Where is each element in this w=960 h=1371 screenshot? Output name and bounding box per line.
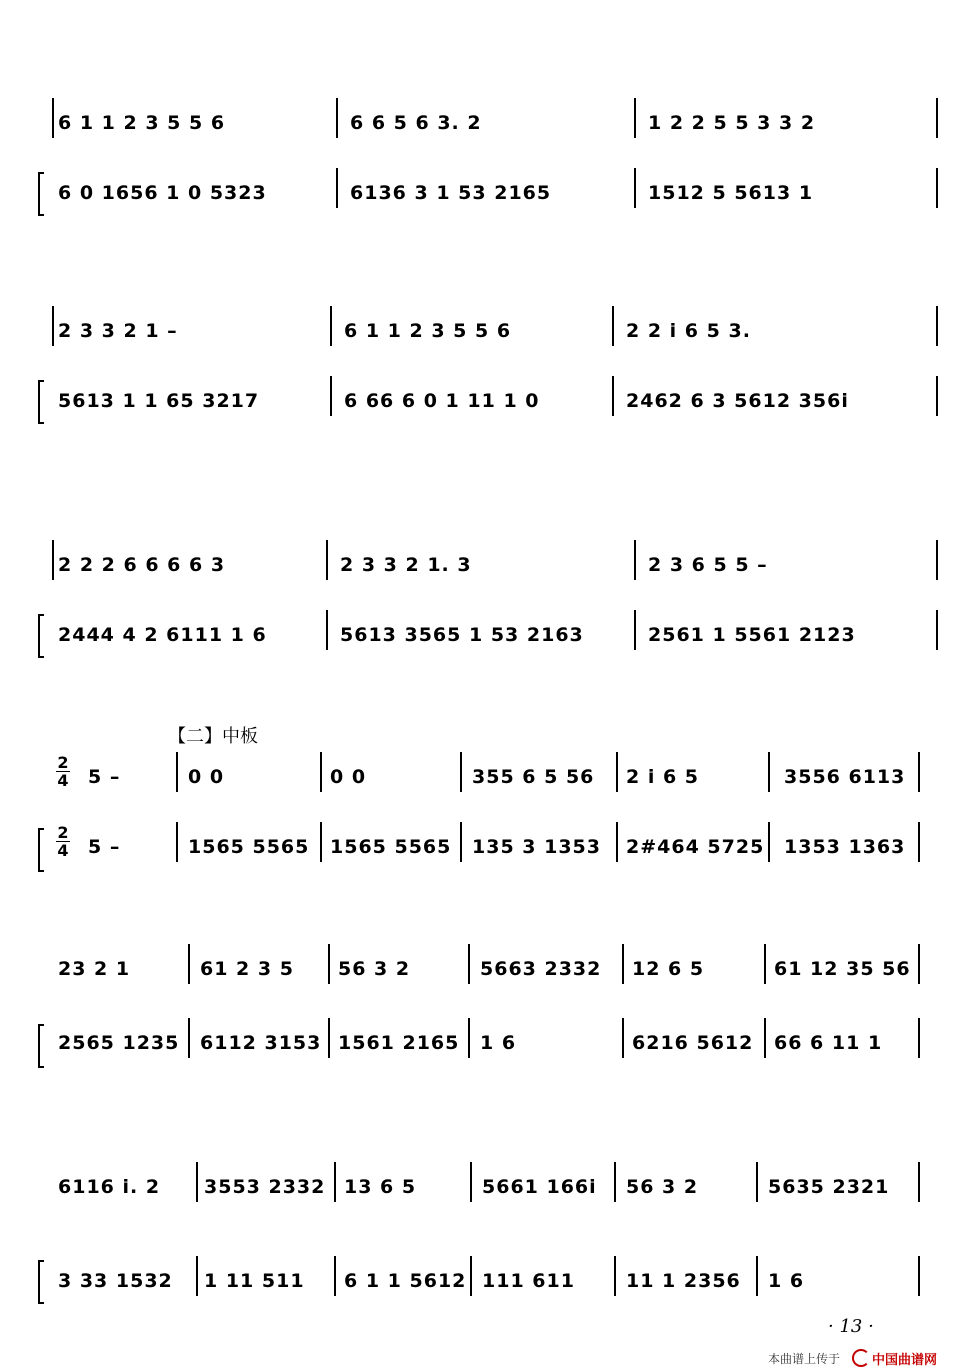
measure: 1565 5565 (330, 836, 452, 858)
measure: 6112 3153 (200, 1032, 322, 1054)
upper-part-row (52, 958, 930, 998)
measure: 5 – (88, 766, 121, 788)
measure: 2 3 6 5 5 – (648, 554, 768, 576)
barline (468, 1018, 470, 1058)
barline (634, 98, 636, 138)
barline (52, 540, 54, 580)
measure: 2#464 5725 (626, 836, 765, 858)
barline (468, 944, 470, 984)
barline (330, 306, 332, 346)
time-signature-bottom: 4 (57, 841, 69, 860)
measure: 1 2 2 5 5 3 3 2 (648, 112, 816, 134)
barline (936, 168, 938, 208)
lower-part-row (52, 182, 930, 222)
measure: 3553 2332 (204, 1176, 326, 1198)
system-bracket (38, 172, 44, 216)
staff-system-2 (30, 308, 930, 428)
barline (634, 540, 636, 580)
upper-part-row (52, 766, 930, 806)
barline (622, 944, 624, 984)
measure: 2 i 6 5 (626, 766, 700, 788)
barline (768, 822, 770, 862)
barline (612, 306, 614, 346)
measure: 111 611 (482, 1270, 575, 1292)
measure: 6 1 1 2 3 5 5 6 (344, 320, 512, 342)
measure: 12 6 5 (632, 958, 705, 980)
measure: 61 12 35 56 (774, 958, 911, 980)
barline (176, 822, 178, 862)
measure: 6136 3 1 53 2165 (350, 182, 552, 204)
staff-system-4 (30, 753, 930, 872)
measure: 6 6 5 6 3. 2 (350, 112, 482, 134)
barline (460, 752, 462, 792)
measure: 61 2 3 5 (200, 958, 294, 980)
upper-part-row (52, 1176, 930, 1216)
lower-part-row (52, 1032, 930, 1072)
barline (918, 944, 920, 984)
barline (460, 822, 462, 862)
measure: 3556 6113 (784, 766, 906, 788)
barline (326, 610, 328, 650)
barline (334, 1162, 336, 1202)
staff-system-5 (30, 958, 930, 1068)
upper-part-row (52, 320, 930, 360)
measure: 56 3 2 (338, 958, 411, 980)
barline (918, 1256, 920, 1296)
system-bracket (38, 1260, 44, 1304)
upper-part-row (52, 112, 930, 152)
staff-system-6 (30, 1176, 930, 1292)
barline (336, 98, 338, 138)
measure: 1353 1363 (784, 836, 906, 858)
time-signature-top: 2 (57, 823, 69, 842)
measure: 56 3 2 (626, 1176, 699, 1198)
barline (328, 944, 330, 984)
measure: 5613 3565 1 53 2163 (340, 624, 584, 646)
upload-credit-text: 本曲谱上传于 (768, 1352, 841, 1366)
measure: 23 2 1 (58, 958, 131, 980)
section-label: 【二】中板 (168, 726, 258, 747)
measure: 2 2 i 6 5 3. (626, 320, 751, 342)
barline (330, 376, 332, 416)
measure: 1565 5565 (188, 836, 310, 858)
barline (320, 822, 322, 862)
measure: 0 0 (188, 766, 225, 788)
lower-part-row (52, 390, 930, 430)
barline (196, 1256, 198, 1296)
lower-part-row (52, 1270, 930, 1310)
lower-part-row (52, 836, 930, 876)
measure: 2462 6 3 5612 356i (626, 390, 849, 412)
measure: 6 1 1 2 3 5 5 6 (58, 112, 226, 134)
measure: 5 – (88, 836, 121, 858)
measure: 6 0 1656 1 0 5323 (58, 182, 267, 204)
lower-part-row (52, 624, 930, 664)
barline (326, 540, 328, 580)
measure: 66 6 11 1 (774, 1032, 883, 1054)
barline (634, 168, 636, 208)
barline (196, 1162, 198, 1202)
barline (612, 376, 614, 416)
measure: 5661 166i (482, 1176, 597, 1198)
barline (52, 98, 54, 138)
measure: 13 6 5 (344, 1176, 417, 1198)
barline (52, 306, 54, 346)
measure: 6116 i. 2 (58, 1176, 161, 1198)
measure: 6 1 1 5612 (344, 1270, 467, 1292)
measure: 2444 4 2 6111 1 6 (58, 624, 267, 646)
barline (918, 752, 920, 792)
barline (764, 944, 766, 984)
staff-system-3 (30, 542, 930, 662)
site-logo-icon (852, 1349, 870, 1367)
barline (188, 1018, 190, 1058)
system-bracket (38, 828, 44, 872)
barline (936, 98, 938, 138)
measure: 1 6 (480, 1032, 517, 1054)
site-brand-text: 中国曲谱网 (872, 1353, 938, 1368)
time-signature-top: 2 (57, 753, 69, 772)
measure: 135 3 1353 (472, 836, 601, 858)
system-bracket (38, 614, 44, 658)
measure: 6216 5612 (632, 1032, 754, 1054)
barline (918, 1018, 920, 1058)
barline (768, 752, 770, 792)
system-bracket (38, 1024, 44, 1068)
measure: 5635 2321 (768, 1176, 890, 1198)
time-signature-bottom: 4 (57, 771, 69, 790)
measure: 2 2 2 6 6 6 6 3 (58, 554, 226, 576)
measure: 1561 2165 (338, 1032, 460, 1054)
barline (936, 306, 938, 346)
barline (756, 1256, 758, 1296)
measure: 1 11 511 (204, 1270, 305, 1292)
barline (936, 610, 938, 650)
barline (616, 822, 618, 862)
measure: 2565 1235 (58, 1032, 180, 1054)
system-bracket (38, 380, 44, 424)
barline (764, 1018, 766, 1058)
page-number: · 13 · (828, 1316, 874, 1337)
barline (614, 1162, 616, 1202)
barline (622, 1018, 624, 1058)
barline (634, 610, 636, 650)
barline (756, 1162, 758, 1202)
barline (470, 1256, 472, 1296)
staff-system-1 (30, 100, 930, 220)
barline (328, 1018, 330, 1058)
barline (936, 540, 938, 580)
measure: 2561 1 5561 2123 (648, 624, 856, 646)
barline (936, 376, 938, 416)
barline (336, 168, 338, 208)
barline (918, 822, 920, 862)
measure: 5613 1 1 65 3217 (58, 390, 260, 412)
barline (176, 752, 178, 792)
barline (334, 1256, 336, 1296)
measure: 5663 2332 (480, 958, 602, 980)
measure: 1 6 (768, 1270, 805, 1292)
measure: 1512 5 5613 1 (648, 182, 814, 204)
measure: 2 3 3 2 1 – (58, 320, 178, 342)
barline (188, 944, 190, 984)
barline (614, 1256, 616, 1296)
measure: 3 33 1532 (58, 1270, 173, 1292)
barline (918, 1162, 920, 1202)
barline (320, 752, 322, 792)
barline (616, 752, 618, 792)
measure: 6 66 6 0 1 11 1 0 (344, 390, 540, 412)
measure: 0 0 (330, 766, 367, 788)
barline (470, 1162, 472, 1202)
measure: 11 1 2356 (626, 1270, 741, 1292)
measure: 2 3 3 2 1. 3 (340, 554, 472, 576)
measure: 355 6 5 56 (472, 766, 595, 788)
upper-part-row (52, 554, 930, 594)
